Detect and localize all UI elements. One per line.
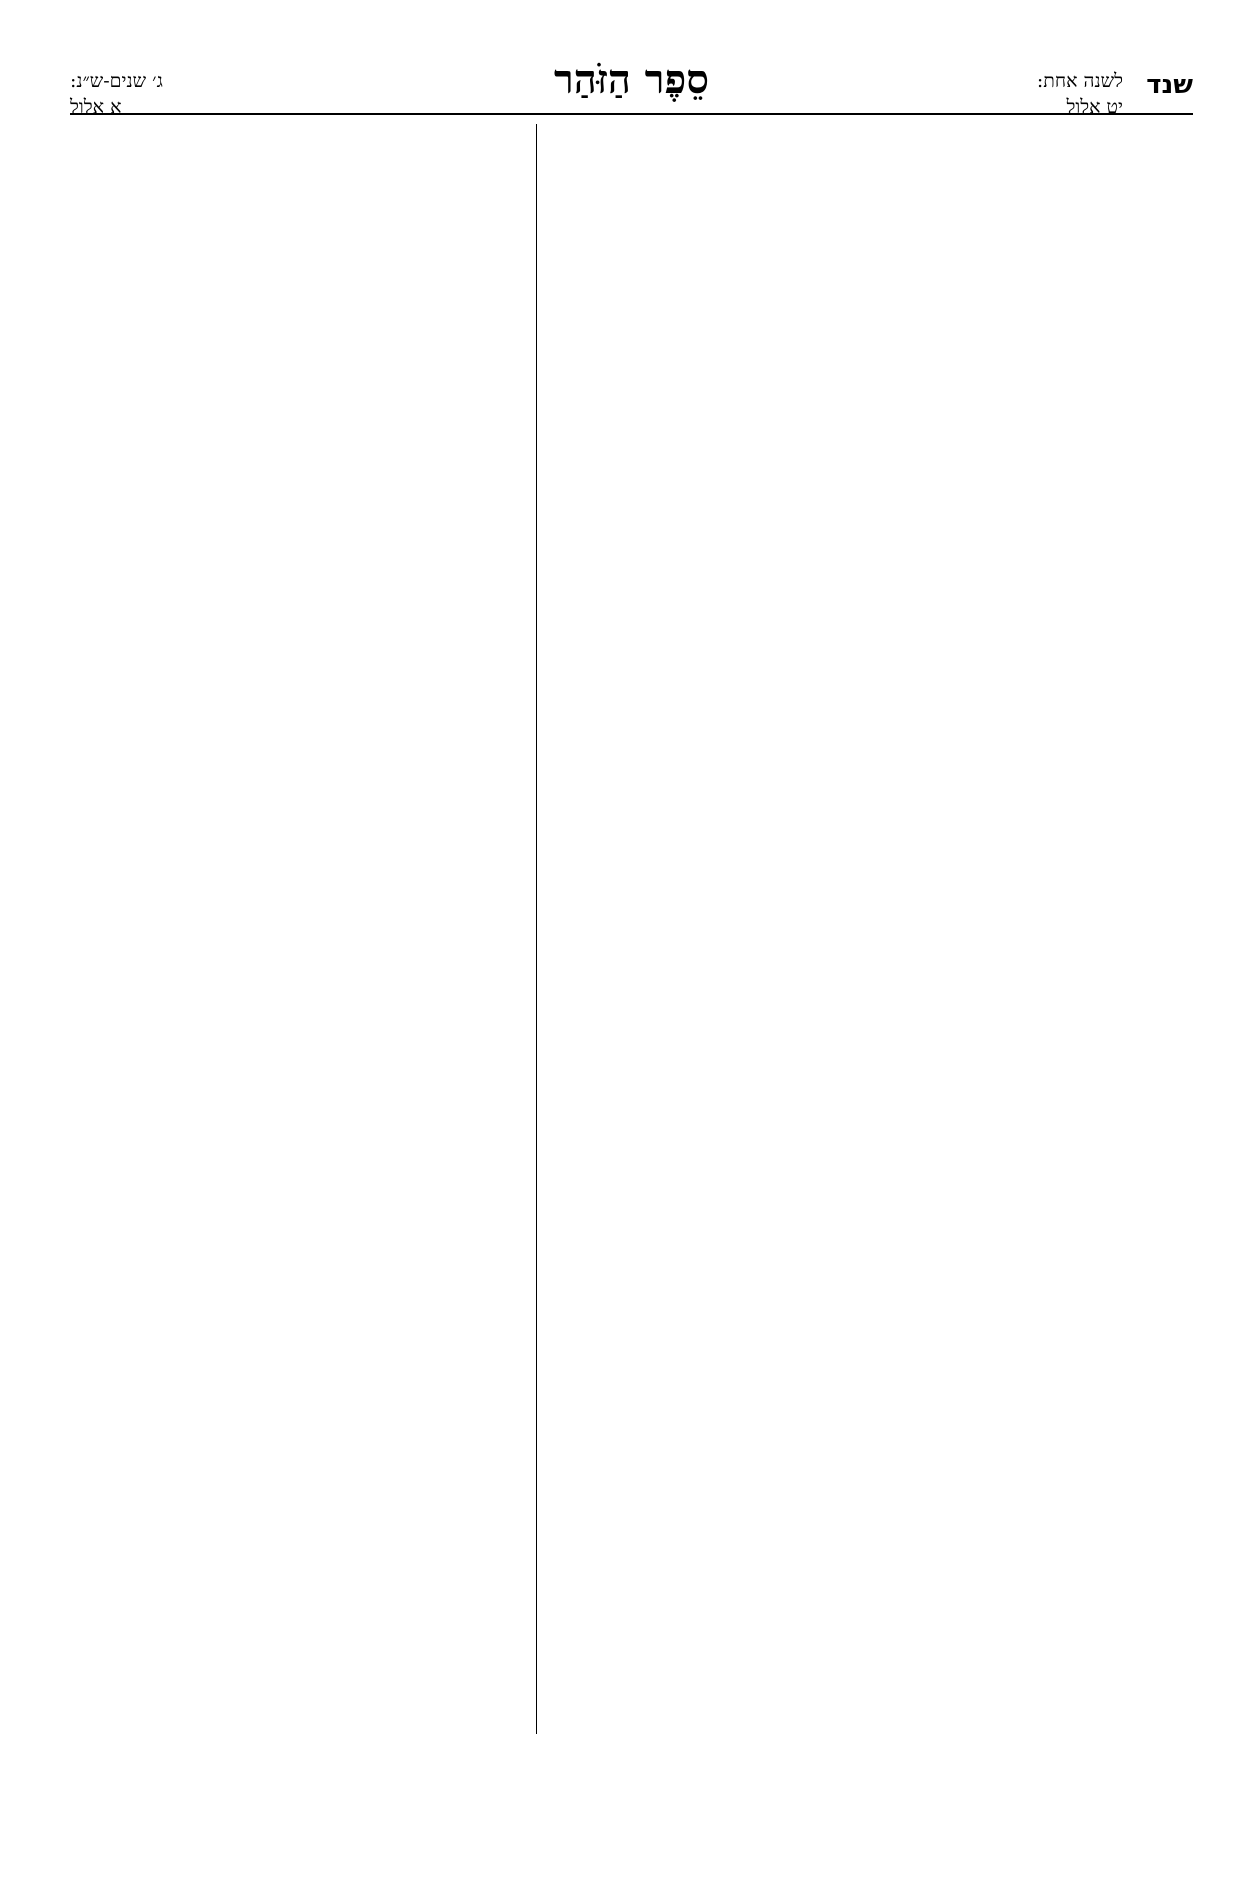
header-rule xyxy=(70,113,1193,115)
running-head xyxy=(70,50,1193,120)
commentary-column xyxy=(70,124,525,1734)
study-date-one-year: יט אלול xyxy=(1066,96,1123,118)
main-text-column xyxy=(559,124,1191,1734)
study-date-three-years: א אלול xyxy=(70,96,122,118)
page-number: שנד xyxy=(1146,70,1193,100)
study-schedule-three-years: ג׳ שנים-ש״נ: xyxy=(70,70,163,92)
study-schedule-one-year: לשנה אחת: xyxy=(1036,70,1123,92)
book-title: סֵפֶר הַזֹּהַר xyxy=(554,56,709,103)
column-divider xyxy=(536,124,537,1734)
